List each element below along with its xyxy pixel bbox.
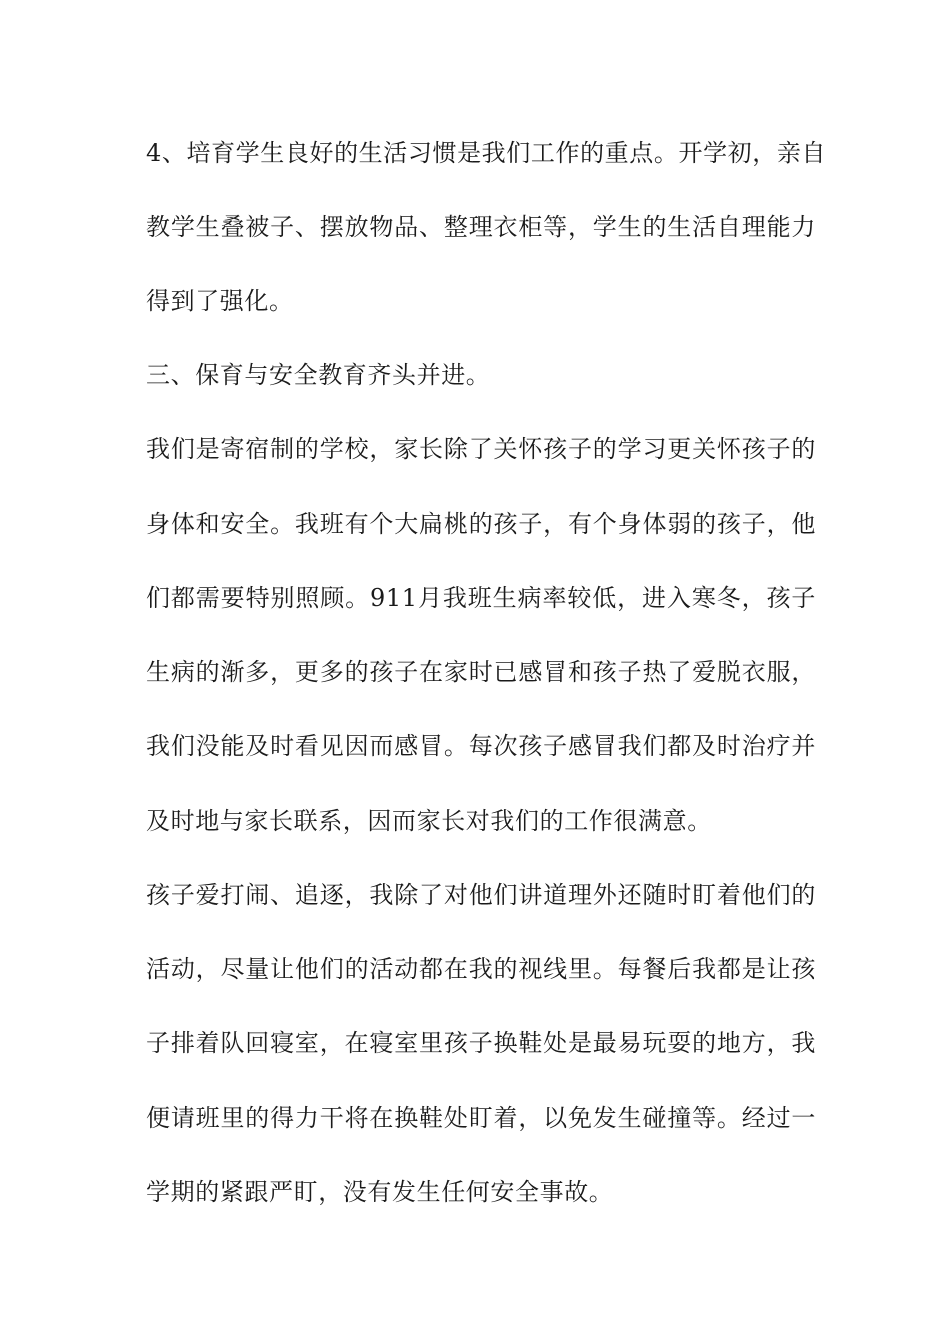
paragraph-activity-line-2: 活动，尽量让他们的活动都在我的视线里。每餐后我都是让孩	[146, 955, 816, 983]
section-heading-3: 三、保育与安全教育齐头并进。	[146, 361, 491, 389]
paragraph-safety-line-1: 我们是寄宿制的学校，家长除了关怀孩子的学习更关怀孩子的	[146, 435, 816, 463]
paragraph-activity-line-1: 孩子爱打闹、追逐，我除了对他们讲道理外还随时盯着他们的	[146, 881, 816, 909]
paragraph-activity-line-5: 学期的紧跟严盯，没有发生任何安全事故。	[146, 1178, 614, 1206]
paragraph-4-line-3: 得到了强化。	[146, 287, 294, 315]
paragraph-safety-line-5: 我们没能及时看见因而感冒。每次孩子感冒我们都及时治疗并	[146, 732, 816, 760]
paragraph-safety-line-2: 身体和安全。我班有个大扁桃的孩子，有个身体弱的孩子，他	[146, 510, 816, 538]
paragraph-safety-line-4: 生病的渐多，更多的孩子在家时已感冒和孩子热了爱脱衣服，	[146, 658, 816, 686]
paragraph-activity-line-4: 便请班里的得力干将在换鞋处盯着，以免发生碰撞等。经过一	[146, 1104, 816, 1132]
paragraph-safety-line-6: 及时地与家长联系，因而家长对我们的工作很满意。	[146, 807, 712, 835]
paragraph-4-line-2: 教学生叠被子、摆放物品、整理衣柜等，学生的生活自理能力	[146, 213, 816, 241]
paragraph-activity-line-3: 子排着队回寝室，在寝室里孩子换鞋处是最易玩耍的地方，我	[146, 1029, 816, 1057]
paragraph-4-line-1: 4、培育学生良好的生活习惯是我们工作的重点。开学初，亲自	[146, 139, 827, 167]
paragraph-safety-line-3: 们都需要特别照顾。911月我班生病率较低，进入寒冬，孩子	[146, 584, 816, 612]
